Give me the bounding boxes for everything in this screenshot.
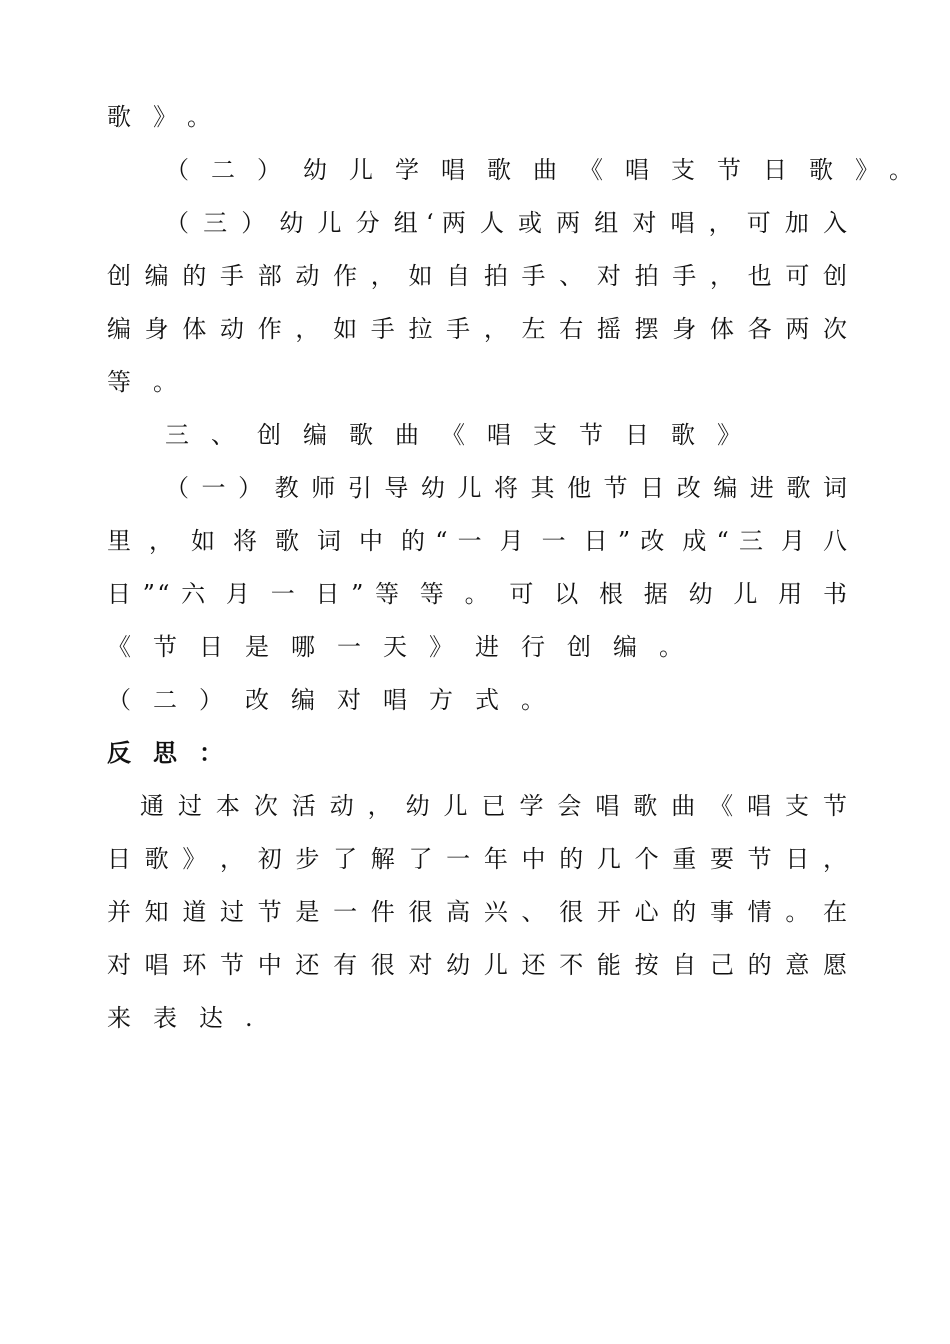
text-line: 创 编 的 手 部 动 作 ， 如 自 拍 手 、 对 拍 手 ， 也 可 创: [107, 262, 847, 290]
text-line-subitem-3: （ 三 ） 幼 儿 分 组 ‘ 两 人 或 两 组 对 唱 ， 可 加 入: [165, 209, 847, 237]
reflection-text-line: 来表达.: [107, 1004, 275, 1032]
text-line: 编 身 体 动 作 ， 如 手 拉 手 ， 左 右 摇 摆 身 体 各 两 次: [107, 315, 847, 343]
section-heading: 三、创编歌曲《唱支节日歌》: [165, 421, 763, 449]
text-line-subitem-2: （二）改编对唱方式。: [107, 686, 567, 714]
reflection-heading: 反思：: [107, 738, 245, 767]
reflection-text-line: 通 过 本 次 活 动 ， 幼 儿 已 学 会 唱 歌 曲 《 唱 支 节: [140, 792, 847, 820]
text-line-subitem-1: （ 一 ） 教 师 引 导 幼 儿 将 其 他 节 日 改 编 进 歌 词: [165, 474, 847, 502]
text-line: 里 ， 如 将 歌 词 中 的 “ 一 月 一 日 ” 改 成 “ 三 月 八: [107, 527, 847, 555]
reflection-text-line: 并 知 道 过 节 是 一 件 很 高 兴 、 很 开 心 的 事 情 。 在: [107, 898, 847, 926]
text-line: 等。: [107, 368, 199, 396]
text-line: 《节日是哪一天》进行创编。: [107, 633, 705, 661]
text-line-subitem-2: （二）幼儿学唱歌曲《唱支节日歌》。: [165, 156, 935, 184]
text-line-continuation: 歌》。: [107, 103, 233, 131]
reflection-text-line: 日 歌 》 ， 初 步 了 解 了 一 年 中 的 几 个 重 要 节 日 ，: [107, 845, 847, 873]
text-line: 日 ” “ 六 月 一 日 ” 等 等 。 可 以 根 据 幼 儿 用 书: [107, 580, 847, 608]
reflection-text-line: 对 唱 环 节 中 还 有 很 对 幼 儿 还 不 能 按 自 己 的 意 愿: [107, 951, 847, 979]
